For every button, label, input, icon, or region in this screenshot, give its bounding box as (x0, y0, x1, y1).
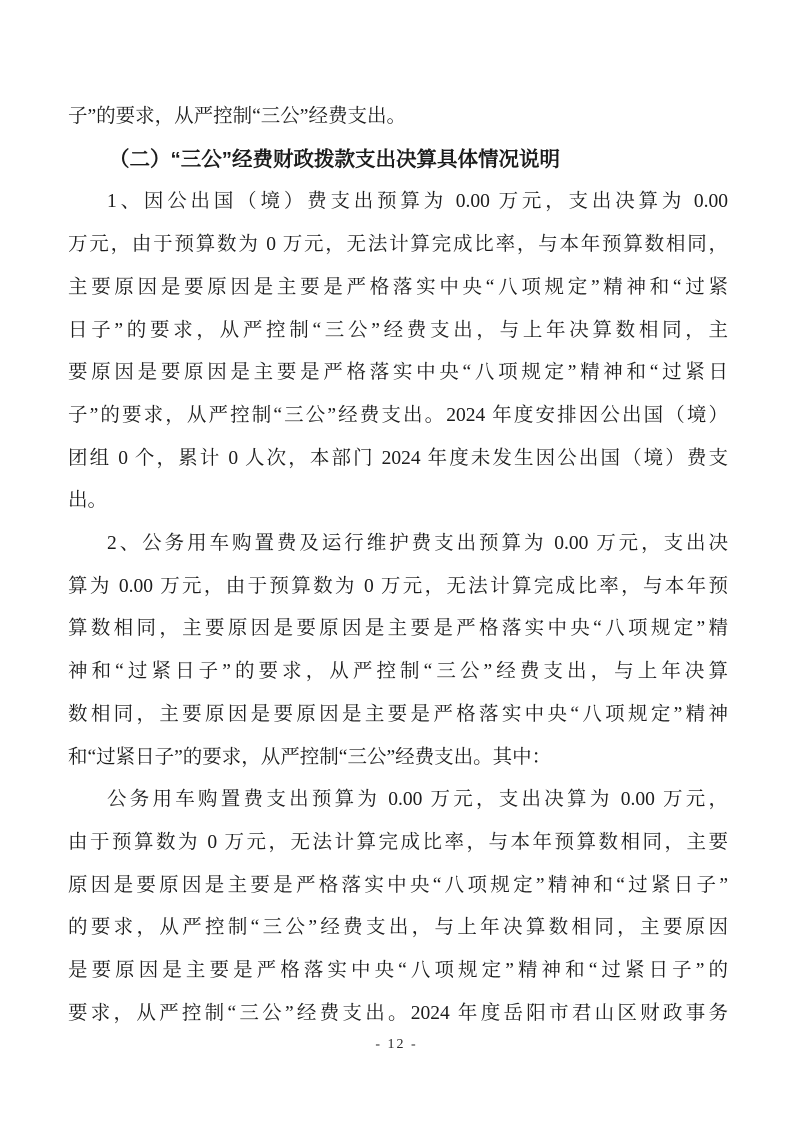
text-line: 2、公务用车购置费及运行维护费支出预算为 0.00 万元，支出决 (107, 533, 728, 555)
text-line: 1、因公出国（境）费支出预算为 0.00 万元，支出决算为 0.00 (107, 191, 728, 213)
text-line: 由于预算数为 0 万元，无法计算完成比率，与本年预算数相同，主要 (68, 831, 728, 853)
page-number: - 12 - (375, 1037, 418, 1052)
continuation-paragraph (68, 96, 728, 139)
text-line: 团组 0 个，累计 0 人次，本部门 2024 年度未发生因公出国（境）费支 (68, 447, 728, 469)
text-line: 要原因是要原因是主要是严格落实中央“八项规定”精神和“过紧日 (68, 362, 728, 384)
text-line: 和“过紧日子”的要求，从严控制“三公”经费支出。其中： (68, 746, 552, 768)
text-line: 神和“过紧日子”的要求，从严控制“三公”经费支出，与上年决算 (68, 661, 728, 683)
text-line: 主要原因是要原因是主要是严格落实中央“八项规定”精神和“过紧 (68, 276, 728, 298)
text-line: 子”的要求，从严控制“三公”经费支出。 (68, 106, 406, 127)
text-line: 日子”的要求，从严控制“三公”经费支出，与上年决算数相同，主 (68, 319, 728, 341)
text-line: 原因是要原因是主要是严格落实中央“八项规定”精神和“过紧日子” (68, 874, 728, 896)
text-line: 要求，从严控制“三公”经费支出。2024 年度岳阳市君山区财政事务 (68, 1002, 728, 1024)
text-line: 万元，由于预算数为 0 万元，无法计算完成比率，与本年预算数相同， (68, 234, 728, 256)
text-line: 算为 0.00 万元，由于预算数为 0 万元，无法计算完成比率，与本年预 (68, 575, 728, 597)
text-line: 数相同，主要原因是要原因是主要是严格落实中央“八项规定”精神 (68, 703, 728, 725)
paragraph-vehicle-purchase (68, 779, 728, 1035)
text-line: 是要原因是主要是严格落实中央“八项规定”精神和“过紧日子”的 (68, 960, 728, 982)
text-line: 的要求，从严控制“三公”经费支出，与上年决算数相同，主要原因 (68, 917, 728, 939)
document-body (68, 96, 728, 1035)
page-footer (0, 1037, 793, 1053)
text-line: 算数相同，主要原因是要原因是主要是严格落实中央“八项规定”精 (68, 618, 728, 640)
heading-line: （二）“三公”经费财政拨款支出决算具体情况说明 (109, 147, 560, 171)
section-heading (68, 139, 728, 182)
text-line: 公务用车购置费支出预算为 0.00 万元，支出决算为 0.00 万元， (107, 789, 728, 811)
paragraph-official-vehicles (68, 523, 728, 779)
paragraph-overseas-travel (68, 181, 728, 523)
text-line: 子”的要求，从严控制“三公”经费支出。2024 年度安排因公出国（境） (68, 404, 728, 426)
text-line: 出。 (68, 490, 108, 512)
